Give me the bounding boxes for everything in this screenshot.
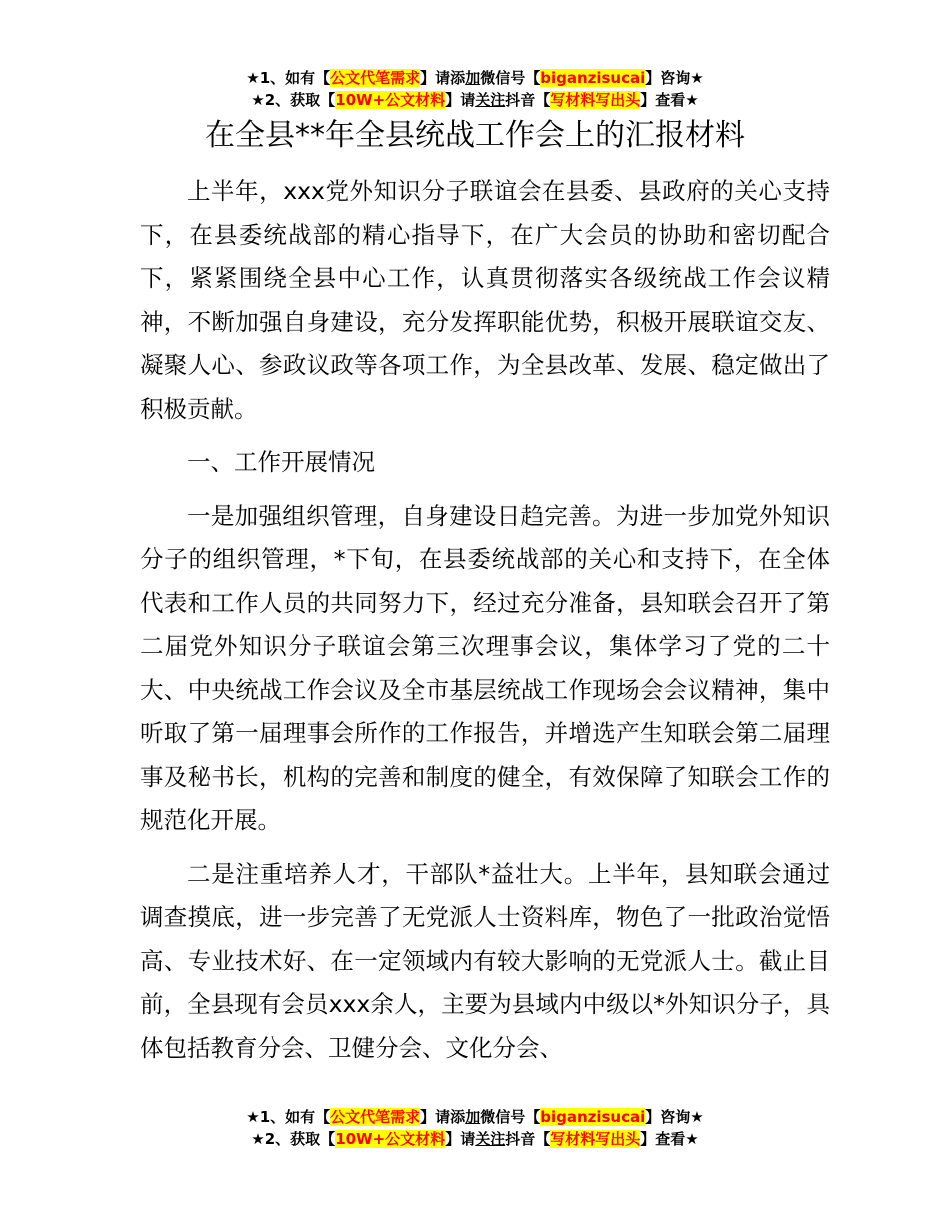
banner-line-1 [0, 67, 950, 89]
paragraph-organization: 一是加强组织管理，自身建设日趋完善。为进一步加党外知识分子的组织管理，*下旬，在县委统战部的关心和支持下，在全体代表和工作人员的共同努力下，经过充分准备，县知联会召开了第二届党外知识分子联谊会第三次理事会议，集体学习了党的二十大、中央统战工作会议及全市基层统战工作现场会会议精神，集中听取了第一届理事会所作的工作报告，并增选产生知联会第二届理事及秘书长，机构的完善和制度的健全，有效保障了知联会工作的规范化开展。 [140, 501, 830, 834]
banner-text: 】咨询★ [645, 1108, 704, 1126]
document-body [140, 170, 830, 1070]
banner-underlined-text: 关注 [475, 1130, 506, 1148]
banner-text: 】咨询★ [645, 69, 704, 87]
banner-highlight: 10W+公文材料 [335, 91, 446, 109]
banner-text: 抖音【 [505, 91, 551, 109]
banner-text: ★2、获取【 [251, 91, 336, 109]
document-title: 在全县**年全县统战工作会上的汇报材料 [205, 118, 745, 153]
paragraph-talent: 二是注重培养人才，干部队*益壮大。上半年，县知联会通过调查摸底，进一步完善了无党派人士资料库，物色了一批政治觉悟高、专业技术好、在一定领域内有较大影响的无党派人士。截止目前，全县现有会员xxx余人，主要为县域内中级以*外知识分子，具体包括教育分会、卫健分会、文化分会、 [140, 859, 830, 1062]
top-banner [0, 67, 950, 111]
banner-highlight: 公文代笔需求 [330, 69, 421, 87]
banner-highlight: 写材料写出头 [550, 1130, 641, 1148]
banner-line-1 [0, 1106, 950, 1128]
bottom-banner [0, 1106, 950, 1150]
banner-highlight: biganzisucai [540, 69, 646, 87]
banner-text: 抖音【 [505, 1130, 551, 1148]
banner-text: 微信号【 [480, 1108, 541, 1126]
section-heading: 一、工作开展情况 [187, 448, 375, 476]
banner-text: 】请 [445, 91, 476, 109]
banner-highlight: 写材料写出头 [550, 91, 641, 109]
banner-text: ★2、获取【 [251, 1130, 336, 1148]
banner-text: 】请 [445, 1130, 476, 1148]
banner-text: ★1、如有【 [246, 1108, 331, 1126]
banner-highlight: 10W+公文材料 [335, 1130, 446, 1148]
banner-text: 】请添 [420, 1108, 466, 1126]
banner-highlight: 公文代笔需求 [330, 1108, 421, 1126]
banner-highlight: biganzisucai [540, 1108, 646, 1126]
banner-underlined-text: 加 [465, 1108, 481, 1126]
banner-text: ★1、如有【 [246, 69, 331, 87]
paragraph-intro: 上半年，xxx党外知识分子联谊会在县委、县政府的关心支持下，在县委统战部的精心指导下，在广大会员的协助和密切配合下，紧紧围绕全县中心工作，认真贯彻落实各级统战工作会议精神，不断加强自身建设，充分发挥职能优势，积极开展联谊交友、凝聚人心、参政议政等各项工作，为全县改革、发展、稳定做出了积极贡献。 [140, 177, 830, 423]
banner-line-2 [0, 1128, 950, 1150]
banner-text: 】请添 [420, 69, 466, 87]
banner-underlined-text: 关注 [475, 91, 506, 109]
banner-underlined-text: 加 [465, 69, 481, 87]
banner-text: 】查看★ [640, 1130, 699, 1148]
banner-line-2 [0, 89, 950, 111]
banner-text: 】查看★ [640, 91, 699, 109]
banner-text: 微信号【 [480, 69, 541, 87]
